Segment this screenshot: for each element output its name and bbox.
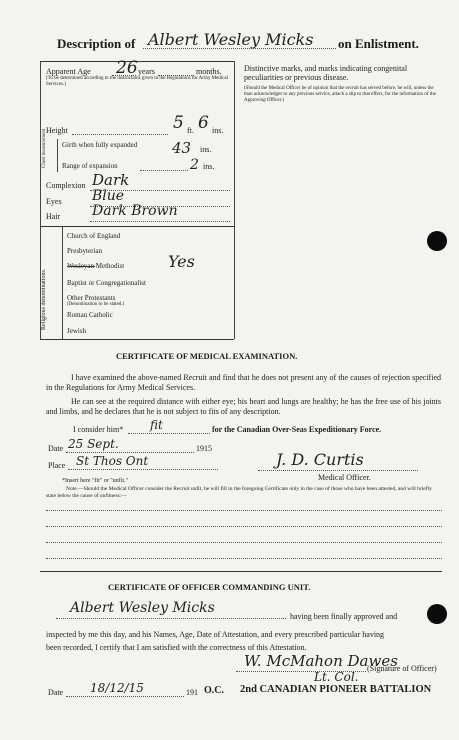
height-line	[72, 134, 168, 135]
months-label: months.	[196, 67, 222, 76]
girth-ins-label: ins.	[200, 145, 212, 154]
consider-line	[128, 433, 210, 434]
medical-footnote: *Insert here "fit" or "unfit."	[62, 478, 128, 484]
medical-signature: J. D. Curtis	[276, 450, 364, 469]
religion-label: Religious denominations.	[41, 268, 47, 330]
medical-note: Note.—Should the Medical Officer consider the Recruit unfit, he will fill in the foregoing Certificate only in the case of those who have been attested, and will briefly state below the cause of unfitness:—	[46, 486, 432, 499]
range-line	[140, 170, 188, 171]
officer-date-label: Date	[48, 688, 64, 697]
officer-text-2: inspected by me this day, and his Names, Age, Date of Attestation, and every prescribed particular having	[46, 630, 385, 639]
medical-heading: CERTIFICATE OF MEDICAL EXAMINATION.	[116, 351, 298, 361]
consider-suffix: for the Canadian Over-Seas Expeditionary Force.	[212, 425, 382, 434]
title-prefix: Description of	[57, 36, 136, 51]
officer-text-1: having been finally approved and	[290, 612, 398, 621]
officer-signature-label: (Signature of Officer)	[367, 664, 437, 673]
table-bottom-rule	[40, 339, 234, 340]
medical-date-line	[66, 452, 194, 453]
officer-name-line	[56, 618, 286, 619]
marks-heading: Distinctive marks, and marks indicating congenital peculiarities or previous disease.	[244, 64, 408, 82]
age-note: (To be determined according to the instructions given in the Regulations for Army Medical Services.)	[46, 76, 228, 87]
religion-baptist: Baptist or Congregationalist	[67, 279, 146, 287]
eyes-label: Eyes	[46, 197, 62, 206]
consider-prefix: I consider him*	[73, 425, 124, 434]
recruit-name: Albert Wesley Micks	[148, 30, 314, 49]
medical-para-1: I have examined the above-named Recruit and find that he does not present any of the causes of rejection specified in the Regulations for Army Medical Services.	[46, 373, 441, 392]
girth-label: Girth when fully expanded	[62, 141, 138, 149]
medical-place-value: St Thos Ont	[76, 454, 149, 468]
officer-heading: CERTIFICATE OF OFFICER COMMANDING UNIT.	[108, 582, 311, 592]
officer-name-value: Albert Wesley Micks	[70, 600, 215, 616]
religion-church-of-england: Church of England	[67, 232, 121, 240]
range-ins-label: ins.	[203, 162, 215, 171]
unit-stamp: 2nd CANADIAN PIONEER BATTALION	[240, 684, 432, 695]
unfit-line-3	[46, 542, 442, 543]
apparent-age-label: Apparent Age	[46, 67, 91, 76]
unfit-line-1	[46, 510, 442, 511]
eyes-value: Blue	[92, 188, 125, 204]
religion-mark: Yes	[168, 252, 195, 271]
height-ins-value: 6	[198, 113, 209, 133]
officer-oc-stamp: O.C.	[204, 685, 224, 696]
height-label: Height	[46, 126, 68, 135]
medical-year: 1915	[196, 444, 212, 453]
complexion-value: Dark	[92, 171, 130, 189]
range-label: Range of expansion	[62, 162, 118, 170]
consider-value: fit	[150, 418, 163, 432]
officer-rank: Lt. Col.	[314, 670, 359, 684]
name-line	[143, 48, 336, 49]
chest-bracket	[57, 139, 58, 172]
religion-denomination-note: (Denomination to be stated.)	[67, 302, 125, 307]
medical-signature-line	[258, 470, 418, 471]
medical-para-2: He can see at the required distance with either eye; his heart and lungs are healthy; he has the free use of his joints and limbs, and he declares that he is not subject to fits of any description.	[46, 397, 441, 416]
title-suffix: on Enlistment.	[338, 36, 419, 51]
ft-label: ft.	[187, 126, 194, 135]
girth-value: 43	[172, 139, 192, 157]
medical-date-label: Date	[48, 444, 64, 453]
religion-other-protestants: Other Protestants	[67, 294, 116, 302]
religion-roman-catholic: Roman Catholic	[67, 311, 113, 319]
ins-label: ins.	[212, 126, 224, 135]
medical-officer-label: Medical Officer.	[318, 473, 371, 482]
officer-text-3: been recorded, I certify that I am satisfied with the correctness of this Attestation.	[46, 643, 307, 652]
officer-date-line	[66, 696, 184, 697]
religion-bracket	[62, 226, 63, 339]
medical-place-line	[68, 469, 218, 470]
medical-place-label: Place	[48, 461, 66, 470]
hair-value: Dark Brown	[92, 203, 178, 219]
years-label: years	[138, 67, 155, 76]
unfit-line-2	[46, 526, 442, 527]
height-ft-value: 5	[173, 113, 184, 133]
chest-label: Chest measurement	[42, 128, 47, 168]
table-divider	[234, 61, 235, 339]
officer-year-prefix: 191	[186, 688, 198, 697]
section-rule	[40, 571, 442, 572]
punch-hole-bottom	[427, 604, 447, 624]
marks-note: (Should the Medical Officer be of opinion that the recruit has served before, he will, unless the man acknowledges to any previous service, attach a slip to that effect, for the information of the Approving Officer.)	[244, 86, 436, 103]
officer-signature: W. McMahon Dawes	[244, 652, 398, 670]
hair-line	[90, 221, 230, 222]
complexion-label: Complexion	[46, 181, 86, 190]
wesleyan-strike	[67, 266, 95, 267]
unfit-line-4	[46, 558, 442, 559]
religion-jewish: Jewish	[67, 327, 87, 335]
hair-label: Hair	[46, 212, 61, 221]
religion-methodist: Wesleyan Methodist	[67, 262, 125, 270]
religion-presbyterian: Presbyterian	[67, 247, 102, 255]
punch-hole-top	[427, 231, 447, 251]
age-years-value: 26	[116, 58, 138, 78]
range-value: 2	[190, 157, 199, 173]
officer-date-value: 18/12/15	[90, 681, 144, 695]
medical-date-value: 25 Sept.	[68, 437, 119, 451]
religion-top-rule	[40, 226, 234, 227]
